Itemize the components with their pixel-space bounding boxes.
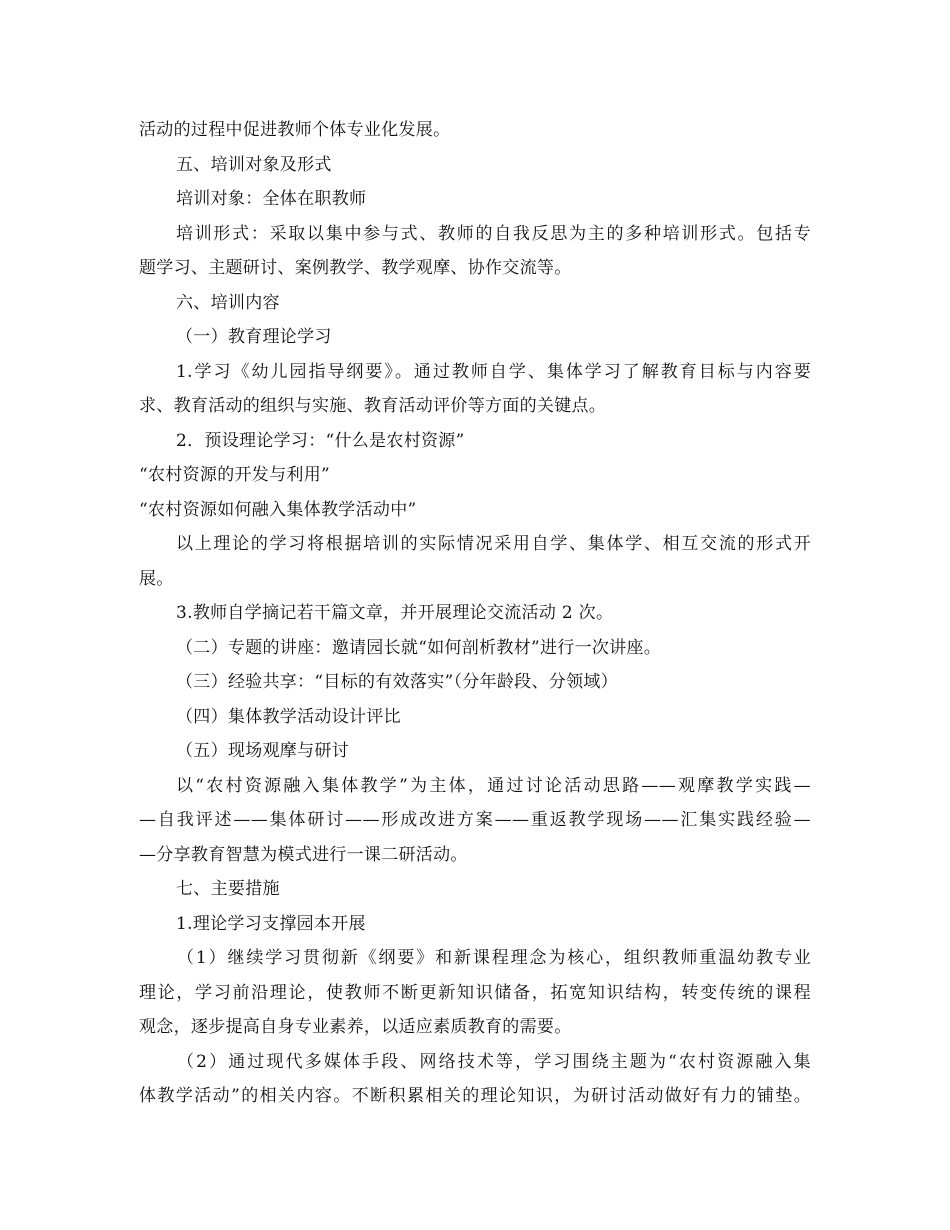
subsection-heading: （二）专题的讲座：邀请园长就“如何剖析教材”进行一次讲座。 bbox=[176, 638, 662, 658]
section-heading: 六、培训内容 bbox=[176, 293, 280, 313]
paragraph-line: 3.教师自学摘记若干篇文章，并开展理论交流活动 2 次。 bbox=[176, 603, 614, 623]
subsection-heading: 1.理论学习支撑园本开展 bbox=[176, 914, 366, 934]
paragraph-line: 培训形式：采取以集中参与式、教师的自我反思为主的多种培训形式。包括专 bbox=[176, 224, 811, 244]
paragraph-line: 观念，逐步提高自身专业素养，以适应素质教育的需要。 bbox=[139, 1017, 572, 1037]
subsection-heading: （三）经验共享：“目标的有效落实”（分年龄段、分领域） bbox=[176, 672, 618, 692]
paragraph-line: （1）继续学习贯彻新《纲要》和新课程理念为核心，组织教师重温幼教专业 bbox=[177, 948, 811, 968]
subsection-heading: （一）教育理论学习 bbox=[176, 327, 332, 347]
paragraph-line: “农村资源如何融入集体教学活动中” bbox=[139, 500, 417, 520]
paragraph-line: —自我评述——集体研讨——形成改进方案——重返教学现场——汇集实践经验— bbox=[139, 810, 811, 830]
paragraph-line: 以上理论的学习将根据培训的实际情况采用自学、集体学、相互交流的形式开 bbox=[176, 534, 811, 554]
section-heading: 七、主要措施 bbox=[176, 879, 280, 899]
paragraph-line: 求、教育活动的组织与实施、教育活动评价等方面的关键点。 bbox=[139, 396, 607, 416]
paragraph-line: 题学习、主题研讨、案例教学、教学观摩、协作交流等。 bbox=[139, 258, 572, 278]
paragraph-line: “农村资源的开发与利用” bbox=[139, 465, 330, 485]
paragraph-line: （2）通过现代多媒体手段、网络技术等，学习围绕主题为“农村资源融入集 bbox=[177, 1052, 811, 1072]
paragraph-line: 理论，学习前沿理论，使教师不断更新知识储备，拓宽知识结构，转变传统的课程 bbox=[139, 983, 811, 1003]
paragraph-line: 以“农村资源融入集体教学”为主体，通过讨论活动思路——观摩教学实践— bbox=[176, 776, 811, 796]
paragraph-line: 培训对象：全体在职教师 bbox=[176, 189, 367, 209]
paragraph-line: —分享教育智慧为模式进行一课二研活动。 bbox=[139, 845, 468, 865]
paragraph-line: 1.学习《幼儿园指导纲要》。通过教师自学、集体学习了解教育目标与内容要 bbox=[176, 362, 811, 382]
subsection-heading: （四）集体教学活动设计评比 bbox=[176, 707, 401, 727]
section-heading: 五、培训对象及形式 bbox=[176, 155, 332, 175]
paragraph-line: 体教学活动”的相关内容。不断积累相关的理论知识，为研讨活动做好有力的铺垫。 bbox=[139, 1086, 811, 1106]
paragraph-line: 活动的过程中促进教师个体专业化发展。 bbox=[139, 120, 451, 140]
paragraph-line: 2．预设理论学习：“什么是农村资源” bbox=[176, 431, 465, 451]
subsection-heading: （五）现场观摩与研讨 bbox=[176, 741, 349, 761]
paragraph-line: 展。 bbox=[139, 569, 174, 589]
